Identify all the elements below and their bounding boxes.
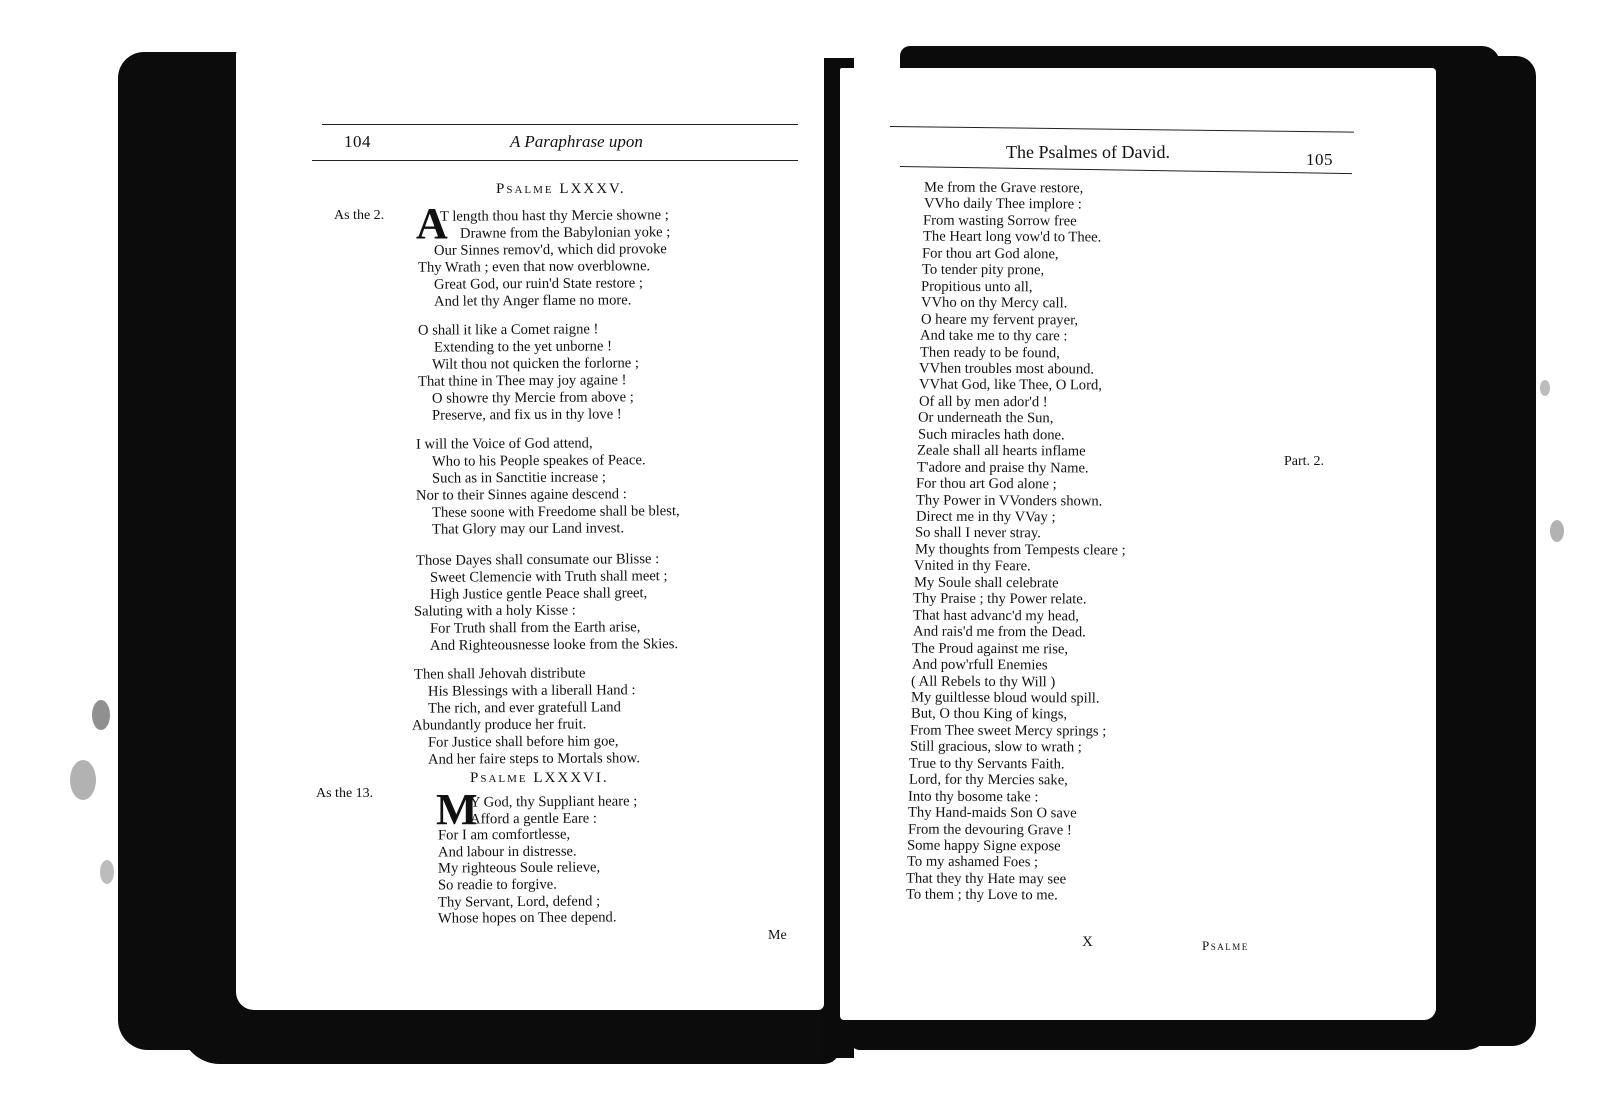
- verse-line: That they thy Hate may see: [905, 870, 1067, 888]
- verse-line: And her faire steps to Mortals show.: [427, 750, 640, 768]
- book-cover-bottom-left: [180, 1002, 840, 1064]
- verse-line: Those Dayes shall consumate our Blisse :: [415, 551, 660, 569]
- verse-line: My guiltlesse bloud would spill.: [910, 689, 1100, 707]
- scan-speck: [1540, 380, 1550, 396]
- verse-line: Thy Praise ; thy Power relate.: [912, 590, 1087, 608]
- verse-line: For thou art God alone,: [921, 245, 1059, 263]
- verse-line: Our Sinnes remov'd, which did provoke: [433, 241, 667, 259]
- verse-line: From the devouring Grave !: [907, 821, 1072, 838]
- verse-line: Extending to the yet unborne !: [433, 338, 612, 356]
- right-page-number: 105: [1306, 150, 1333, 169]
- verse-line: Who to his People speakes of Peace.: [431, 452, 646, 470]
- verse-line: For thou art God alone ;: [915, 475, 1057, 493]
- verse-line: Then shall Jehovah distribute: [413, 665, 586, 683]
- verse-line: That thine in Thee may joy againe !: [417, 372, 627, 390]
- verse-line: And Righteousnesse looke from the Skies.: [429, 636, 679, 654]
- verse-line: Direct me in thy VVay ;: [915, 508, 1056, 526]
- verse-line: And rais'd me from the Dead.: [912, 623, 1086, 641]
- verse-line: The rich, and ever gratefull Land: [427, 699, 621, 717]
- verse-line: For Truth shall from the Earth arise,: [429, 619, 641, 637]
- verse-line: Thy Servant, Lord, defend ;: [437, 893, 601, 911]
- verse-line: Of all by men ador'd !: [918, 393, 1048, 411]
- verse-line: That Glory may our Land invest.: [431, 520, 625, 538]
- verse-line: Preserve, and fix us in thy love !: [431, 406, 622, 424]
- verse-line: To my ashamed Foes ;: [906, 854, 1039, 871]
- right-catchword: Psalme: [1202, 938, 1249, 953]
- verse-line: For I am comfortlesse,: [437, 826, 571, 844]
- verse-line: Lord, for thy Mercies sake,: [908, 771, 1068, 789]
- verse-line: The Proud against me rise,: [911, 640, 1069, 658]
- left-header-top-rule: [322, 124, 798, 125]
- signature-mark: X: [1082, 934, 1093, 950]
- verse-line: Such miracles hath done.: [917, 426, 1065, 444]
- verse-line: True to thy Servants Faith.: [908, 755, 1065, 773]
- verse-line: And take me to thy care :: [919, 327, 1068, 345]
- verse-line: ( All Rebels to thy Will ): [910, 673, 1056, 690]
- left-header-bottom-rule: [312, 160, 798, 161]
- verse-line: For Justice shall before him goe,: [427, 733, 619, 751]
- verse-line: So shall I never stray.: [914, 525, 1041, 542]
- verse-line: His Blessings with a liberall Hand :: [427, 682, 636, 700]
- verse-line: Or underneath the Sun,: [917, 409, 1054, 427]
- verse-line: VVho on thy Mercy call.: [920, 294, 1068, 312]
- verse-line: Zeale shall all hearts inflame: [916, 442, 1086, 460]
- left-running-head: A Paraphrase upon: [510, 132, 643, 151]
- verse-line: The Heart long vow'd to Thee.: [922, 228, 1102, 246]
- verse-line: My Soule shall celebrate: [913, 574, 1059, 592]
- verse-line: Then ready to be found,: [919, 344, 1060, 361]
- verse-line: Me from the Grave restore,: [923, 179, 1084, 197]
- verse-line: Sweet Clemencie with Truth shall meet ;: [429, 568, 668, 586]
- verse-line: To them ; thy Love to me.: [905, 886, 1058, 904]
- verse-line: Afford a gentle Eare :: [469, 810, 598, 828]
- verse-line: Whose hopes on Thee depend.: [437, 909, 617, 927]
- verse-line: VVhat God, like Thee, O Lord,: [918, 376, 1102, 394]
- psalm-86-margin-note: As the 13.: [316, 786, 374, 801]
- right-margin-note-part-2: Part. 2.: [1284, 454, 1325, 469]
- scan-speck: [70, 760, 96, 800]
- psalm-86-drop-cap: M: [436, 785, 478, 834]
- verse-line: Propitious unto all,: [920, 278, 1033, 295]
- verse-line: Saluting with a holy Kisse :: [413, 602, 576, 620]
- verse-line: These soone with Freedome shall be blest,: [431, 503, 680, 521]
- right-running-head: The Psalmes of David.: [1006, 142, 1170, 162]
- scan-speck: [92, 700, 110, 730]
- verse-line: Thy Power in VVonders shown.: [915, 492, 1103, 510]
- verse-line: O shall it like a Comet raigne !: [417, 321, 599, 339]
- scan-speck: [100, 860, 114, 884]
- psalm-86-title: Psalme LXXXVI.: [470, 770, 609, 786]
- verse-line: And let thy Anger flame no more.: [433, 292, 632, 310]
- verse-line: From Thee sweet Mercy springs ;: [909, 722, 1107, 740]
- verse-line: O showre thy Mercie from above ;: [431, 389, 634, 407]
- verse-line: Vnited in thy Feare.: [913, 558, 1031, 575]
- verse-line: T length thou hast thy Mercie showne ;: [439, 207, 669, 225]
- book-cover-right-edge: [1436, 56, 1536, 1046]
- left-page-number: 104: [344, 132, 371, 151]
- verse-line: My thoughts from Tempests cleare ;: [914, 541, 1126, 559]
- scan-speck: [1550, 520, 1564, 542]
- left-catchword: Me: [768, 928, 787, 943]
- verse-line: Great God, our ruin'd State restore ;: [433, 275, 643, 293]
- verse-line: And pow'rfull Enemies: [911, 656, 1048, 674]
- verse-line: That hast advanc'd my head,: [912, 607, 1079, 625]
- verse-line: High Justice gentle Peace shall greet,: [429, 585, 648, 603]
- verse-line: Into thy bosome take :: [907, 788, 1039, 805]
- verse-line: VVho daily Thee implore :: [923, 196, 1082, 213]
- verse-line: And labour in distresse.: [437, 843, 577, 861]
- psalm-85-title: Psalme LXXXV.: [496, 181, 626, 197]
- verse-line: But, O thou King of kings,: [910, 705, 1068, 723]
- verse-line: I will the Voice of God attend,: [415, 435, 593, 453]
- verse-line: O heare my fervent prayer,: [920, 311, 1079, 329]
- verse-line: To tender pity prone,: [921, 261, 1045, 279]
- verse-line: Nor to their Sinnes againe descend :: [415, 486, 627, 504]
- verse-line: Thy Hand-maids Son O save: [907, 804, 1077, 822]
- verse-line: Abundantly produce her fruit.: [411, 716, 587, 734]
- verse-line: VVhen troubles most abound.: [918, 360, 1095, 378]
- psalm-85-drop-cap: A: [416, 199, 448, 248]
- verse-line: So readie to forgive.: [437, 876, 557, 894]
- verse-line: Wilt thou not quicken the forlorne ;: [431, 355, 639, 373]
- verse-line: My righteous Soule relieve,: [437, 859, 601, 877]
- book-cover-left-edge: [118, 52, 244, 1050]
- psalm-85-margin-note: As the 2.: [334, 208, 385, 223]
- verse-line: Such as in Sanctitie increase ;: [431, 469, 606, 487]
- verse-line: Drawne from the Babylonian yoke ;: [459, 224, 671, 242]
- verse-line: T'adore and praise thy Name.: [916, 459, 1089, 477]
- verse-line: Y God, thy Suppliant heare ;: [469, 793, 638, 811]
- verse-line: From wasting Sorrow free: [922, 212, 1077, 230]
- verse-line: Thy Wrath ; even that now overblowne.: [417, 258, 651, 276]
- verse-line: Some happy Signe expose: [906, 837, 1061, 855]
- verse-line: Still gracious, slow to wrath ;: [909, 738, 1082, 756]
